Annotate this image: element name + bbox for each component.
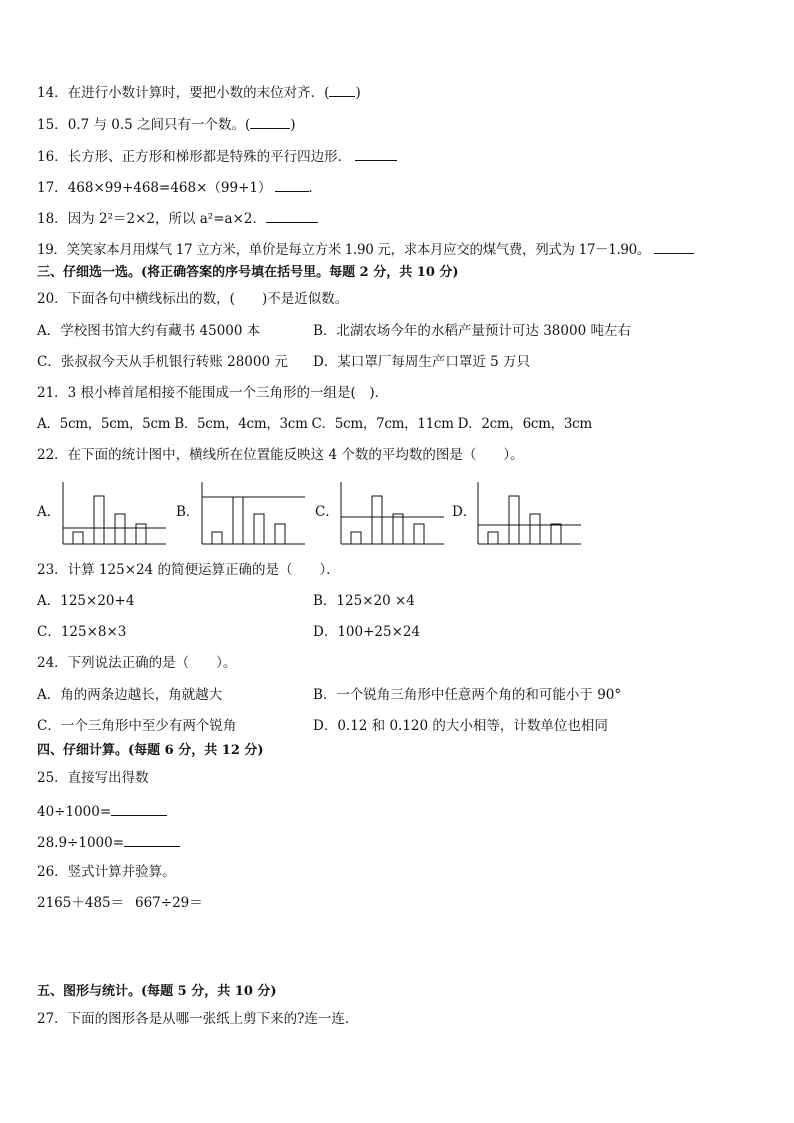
question-27-stem: 27．下面的图形各是从哪一张纸上剪下来的?连一连． <box>37 1011 359 1027</box>
q26-expression-2: 667÷29＝ <box>135 895 203 911</box>
answer-blank[interactable] <box>275 177 309 192</box>
q25-expression-2: 28.9÷1000= <box>37 832 180 852</box>
q20-option-b[interactable]: B．北湖农场今年的水稻产量预计可达 38000 吨左右 <box>313 323 631 339</box>
question-19: 19．笑笑家本月用煤气 17 立方米，单价是每立方米 1.90 元，求本月应交的煤气费，列式为 17－1.90。 <box>37 239 694 259</box>
q22-option-b-label[interactable]: B． <box>176 504 200 520</box>
question-15: 15．0.7 与 0.5 之间只有一个数。( ) <box>37 114 296 134</box>
q25-expression-1: 40÷1000= <box>37 801 167 821</box>
answer-blank[interactable] <box>266 208 318 223</box>
question-22-stem: 22．在下面的统计图中，横线所在位置能反映这 4 个数的平均数的图是（ ）。 <box>37 447 524 463</box>
section-5-heading: 五、图形与统计。(每题 5 分，共 10 分) <box>37 984 277 999</box>
question-21-stem: 21．3 根小棒首尾相接不能围成一个三角形的一组是( )． <box>37 385 389 401</box>
q22-chart-b[interactable] <box>201 480 305 546</box>
question-23-stem: 23．计算 125×24 的简便运算正确的是（ ）． <box>37 562 340 578</box>
q22-option-c-label[interactable]: C． <box>315 504 339 520</box>
q22-option-d-label[interactable]: D． <box>452 504 477 520</box>
question-18: 18．因为 2²＝2×2，所以 a²=a×2． <box>37 208 318 228</box>
q23-option-d[interactable]: D．100+25×24 <box>313 624 421 640</box>
section-3-heading: 三、仔细选一选。(将正确答案的序号填在括号里。每题 2 分，共 10 分) <box>37 265 459 280</box>
q20-option-a[interactable]: A．学校图书馆大约有藏书 45000 本 <box>37 323 261 339</box>
answer-blank[interactable] <box>654 239 694 254</box>
q23-option-a[interactable]: A．125×20+4 <box>37 593 135 609</box>
q24-option-c[interactable]: C．一个三角形中至少有两个锐角 <box>37 718 237 734</box>
q23-option-b[interactable]: B．125×20 ×4 <box>313 593 415 609</box>
question-25-stem: 25．直接写出得数 <box>37 770 149 786</box>
answer-blank[interactable] <box>111 801 167 816</box>
q26-expression-1: 2165＋485＝ <box>37 895 125 911</box>
q24-option-d[interactable]: D．0.12 和 0.120 的大小相等，计数单位也相同 <box>313 718 608 734</box>
q22-chart-a[interactable] <box>62 480 166 546</box>
q20-option-c[interactable]: C．张叔叔今天从手机银行转账 28000 元 <box>37 354 288 370</box>
question-16: 16．长方形、正方形和梯形都是特殊的平行四边形． <box>37 146 397 166</box>
answer-blank[interactable] <box>124 832 180 847</box>
question-26-stem: 26．竖式计算并验算。 <box>37 864 176 880</box>
answer-blank[interactable] <box>355 146 397 161</box>
question-20-stem: 20．下面各句中横线标出的数，( )不是近似数。 <box>37 291 349 307</box>
q23-option-c[interactable]: C．125×8×3 <box>37 624 127 640</box>
answer-blank[interactable] <box>250 114 290 129</box>
q24-option-a[interactable]: A．角的两条边越长，角就越大 <box>37 687 223 703</box>
question-14: 14．在进行小数计算时，要把小数的末位对齐．( ) <box>37 82 361 102</box>
q21-options[interactable]: A．5cm，5cm，5cm B．5cm，4cm，3cm C．5cm，7cm，11cm D．2cm，6cm，3cm <box>37 416 592 432</box>
section-4-heading: 四、仔细计算。(每题 6 分，共 12 分) <box>37 743 264 758</box>
question-17: 17．468×99+468=468×（99+1） ． <box>37 177 322 197</box>
q20-option-d[interactable]: D．某口罩厂每周生产口罩近 5 万只 <box>313 354 530 370</box>
q22-chart-c[interactable] <box>340 480 444 546</box>
q24-option-b[interactable]: B．一个锐角三角形中任意两个角的和可能小于 90° <box>313 687 622 703</box>
answer-blank[interactable] <box>329 82 355 97</box>
q22-chart-d[interactable] <box>477 480 581 546</box>
question-24-stem: 24．下列说法正确的是（ ）。 <box>37 655 237 671</box>
q22-option-a-label[interactable]: A． <box>37 504 61 520</box>
